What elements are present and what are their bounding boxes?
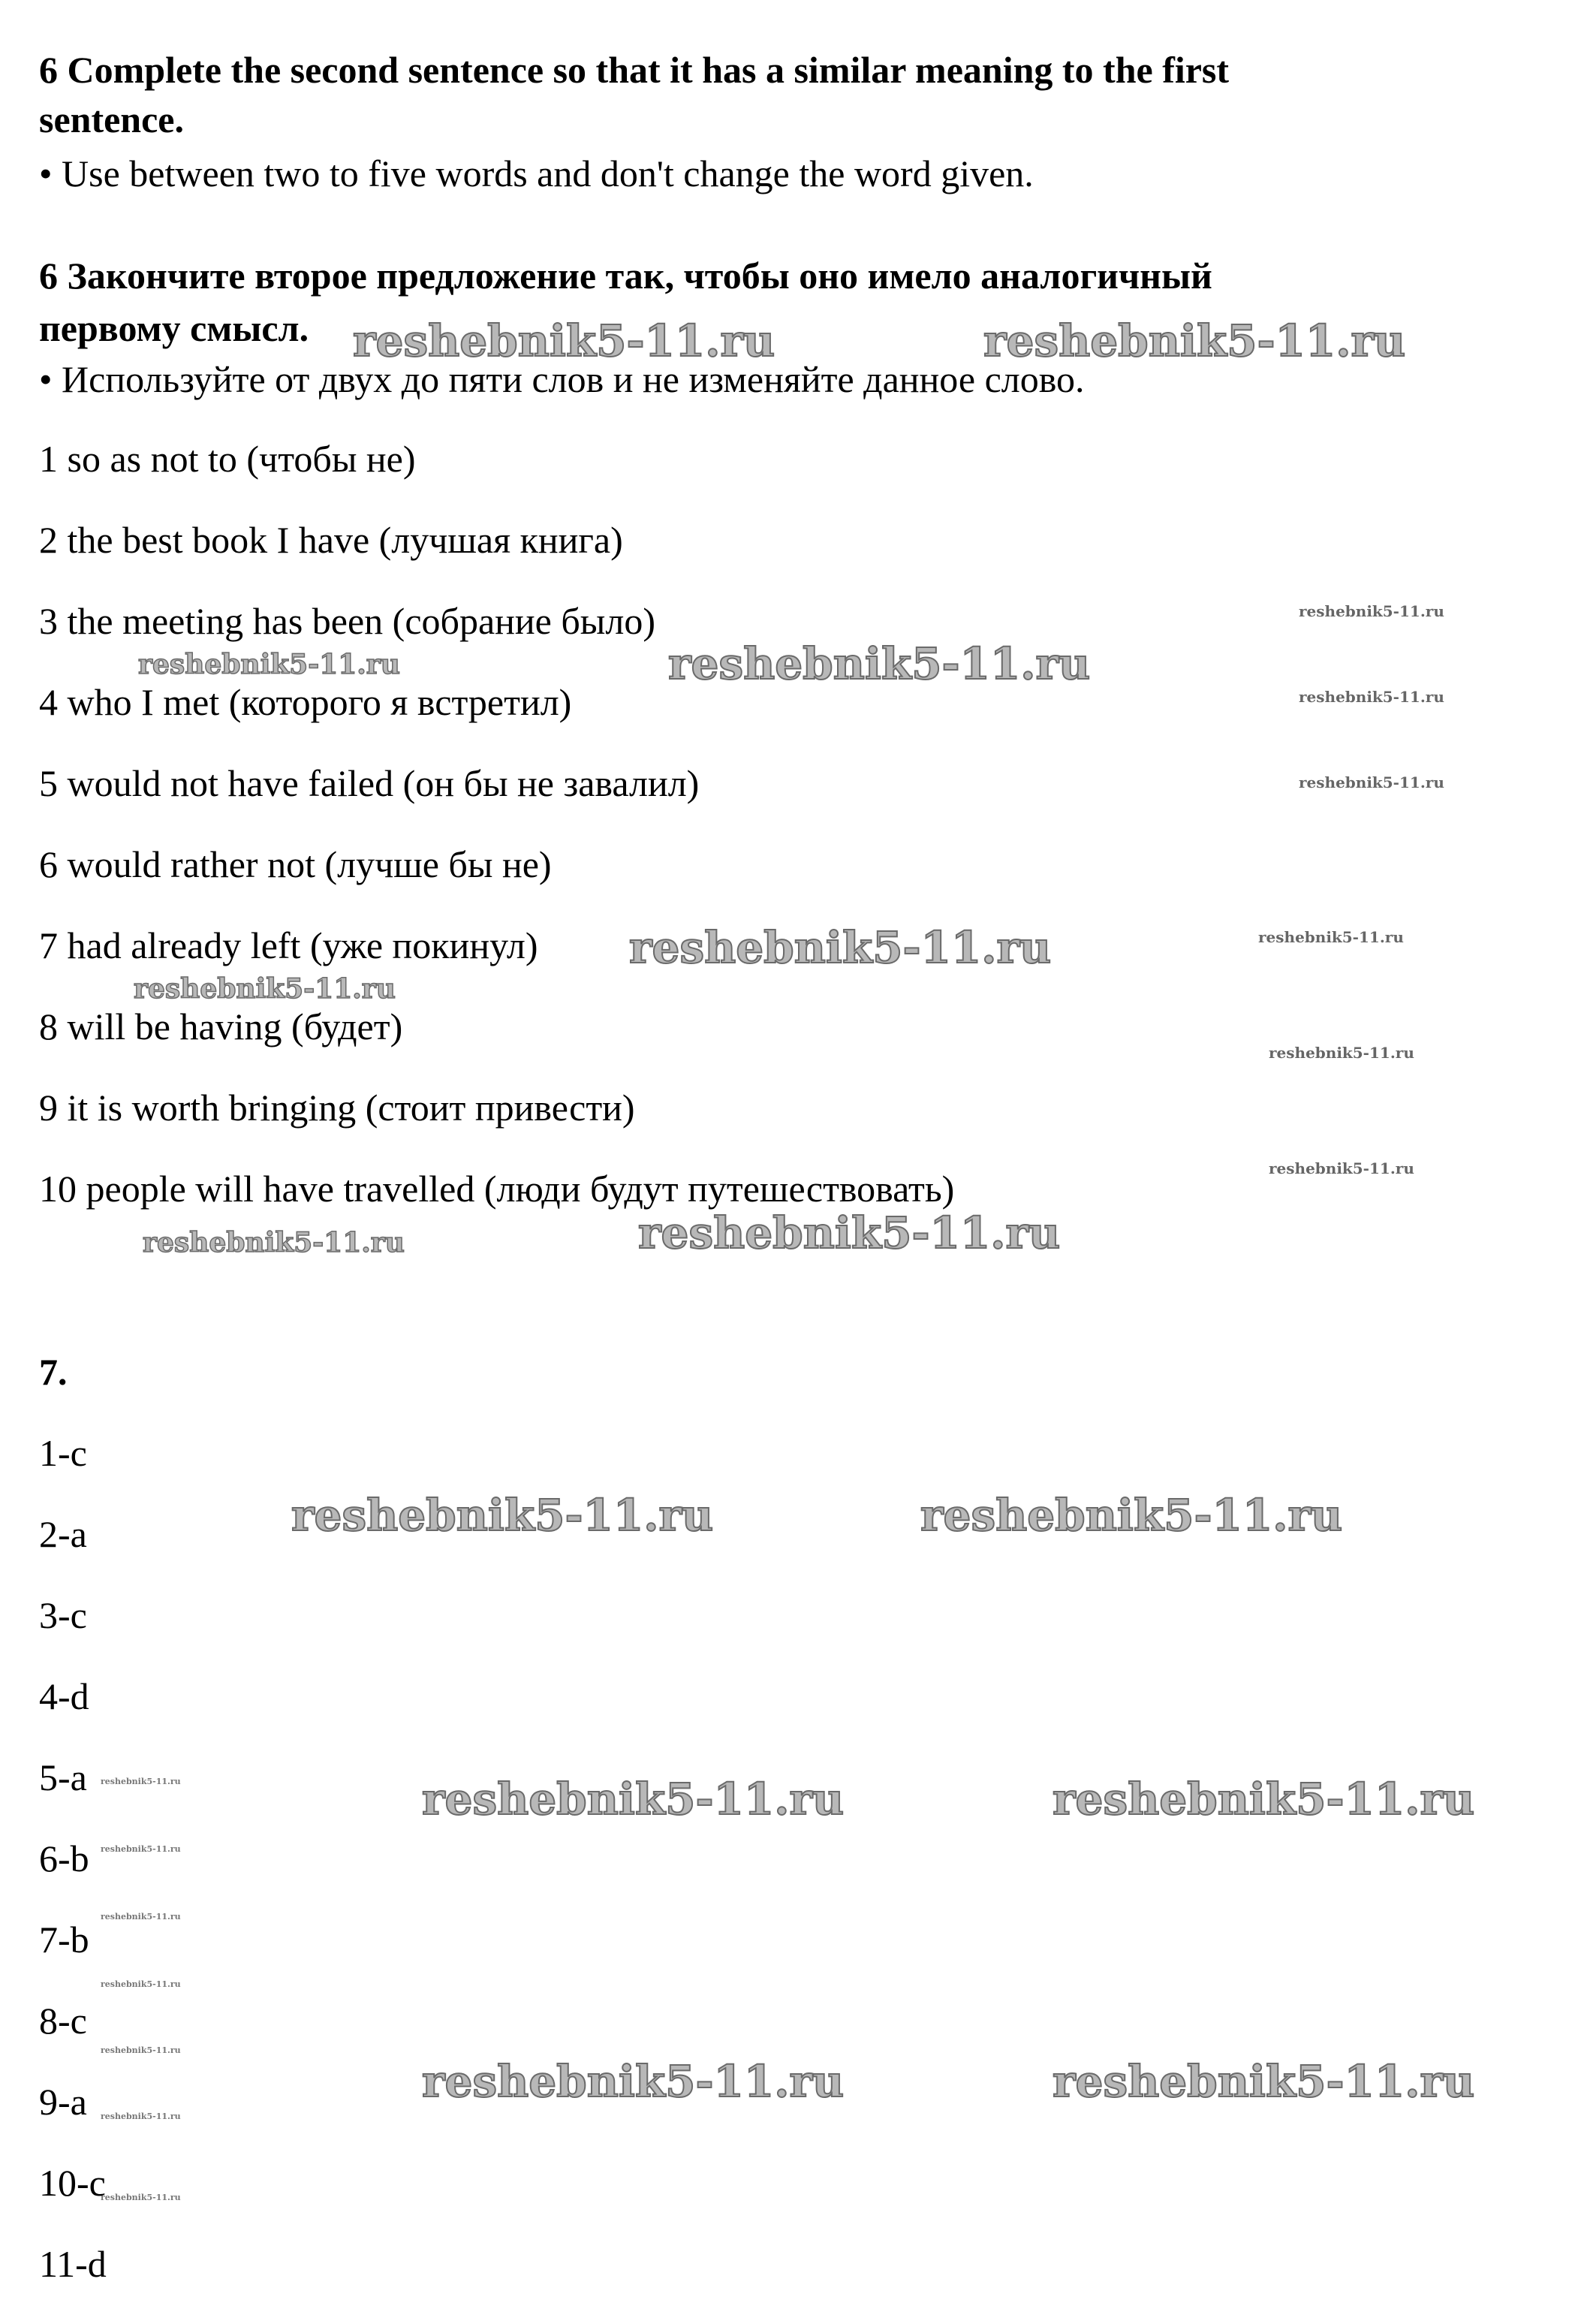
watermark: reshebnik5-11.ru: [1269, 1044, 1414, 1062]
task6-heading-ru-line1: 6 Закончите второе предложение так, чтобы оно имело аналогичный: [39, 255, 1212, 297]
watermark: reshebnik5-11.ru: [1053, 2056, 1475, 2107]
task7-answer-11: 11-d: [39, 2243, 107, 2285]
watermark: reshebnik5-11.ru: [101, 1844, 181, 1854]
task6-answer-5: 5 would not have failed (он бы не завалил): [39, 762, 700, 804]
task7-answer-3: 3-c: [39, 1594, 87, 1636]
watermark: reshebnik5-11.ru: [101, 1979, 181, 1989]
task6-answer-10: 10 people will have travelled (люди будут путешествовать): [39, 1168, 955, 1210]
watermark: reshebnik5-11.ru: [101, 1912, 181, 1922]
watermark: reshebnik5-11.ru: [353, 315, 775, 366]
task7-answer-1: 1-c: [39, 1432, 87, 1474]
task6-instruction-en: • Use between two to five words and don't change the word given.: [39, 152, 1034, 194]
watermark: reshebnik5-11.ru: [629, 922, 1052, 973]
task6-answer-7: 7 had already left (уже покинул): [39, 924, 538, 966]
task6-answer-2: 2 the best book I have (лучшая книга): [39, 519, 623, 561]
task7-answer-6: 6-b: [39, 1837, 89, 1879]
task6-answer-9: 9 it is worth bringing (стоит привести): [39, 1087, 635, 1129]
watermark: reshebnik5-11.ru: [101, 2045, 181, 2055]
watermark: reshebnik5-11.ru: [668, 638, 1091, 689]
task6-heading-ru-line2: первому смысл.: [39, 307, 309, 349]
watermark: reshebnik5-11.ru: [920, 1490, 1343, 1541]
watermark: reshebnik5-11.ru: [1258, 928, 1404, 946]
task6-answer-1: 1 so as not to (чтобы не): [39, 438, 416, 480]
watermark: reshebnik5-11.ru: [638, 1207, 1061, 1258]
watermark: reshebnik5-11.ru: [422, 1774, 845, 1825]
task6-answer-4: 4 who I met (которого я встретил): [39, 681, 572, 723]
task6-heading-en-line1: 6 Complete the second sentence so that it has a similar meaning to the first: [39, 49, 1230, 91]
watermark: reshebnik5-11.ru: [291, 1490, 714, 1541]
task6-instruction-ru: • Используйте от двух до пяти слов и не изменяйте данное слово.: [39, 358, 1085, 400]
watermark: reshebnik5-11.ru: [1053, 1774, 1475, 1825]
watermark: reshebnik5-11.ru: [101, 2111, 181, 2121]
task6-answer-6: 6 would rather not (лучше бы не): [39, 843, 552, 885]
task6-answer-8: 8 will be having (будет): [39, 1005, 403, 1047]
watermark: reshebnik5-11.ru: [101, 2193, 181, 2202]
task6-answer-3: 3 the meeting has been (собрание было): [39, 600, 655, 642]
task7-answer-4: 4-d: [39, 1675, 89, 1717]
watermark: reshebnik5-11.ru: [1269, 1159, 1414, 1177]
task7-answer-9: 9-a: [39, 2081, 87, 2123]
watermark: reshebnik5-11.ru: [134, 973, 396, 1005]
task7-answer-8: 8-c: [39, 2000, 87, 2042]
task7-answer-5: 5-a: [39, 1756, 87, 1798]
watermark: reshebnik5-11.ru: [1299, 602, 1444, 620]
watermark: reshebnik5-11.ru: [983, 315, 1406, 366]
watermark: reshebnik5-11.ru: [138, 649, 400, 680]
watermark: reshebnik5-11.ru: [422, 2056, 845, 2107]
watermark: reshebnik5-11.ru: [101, 1777, 181, 1786]
watermark: reshebnik5-11.ru: [1299, 688, 1444, 706]
task7-answer-7: 7-b: [39, 1919, 89, 1961]
watermark: reshebnik5-11.ru: [143, 1227, 405, 1258]
task6-heading-en-line2: sentence.: [39, 98, 184, 140]
task7-heading: 7.: [39, 1351, 68, 1393]
task7-answer-10: 10-c: [39, 2162, 106, 2204]
watermark: reshebnik5-11.ru: [1299, 773, 1444, 791]
task7-answer-2: 2-a: [39, 1513, 87, 1555]
